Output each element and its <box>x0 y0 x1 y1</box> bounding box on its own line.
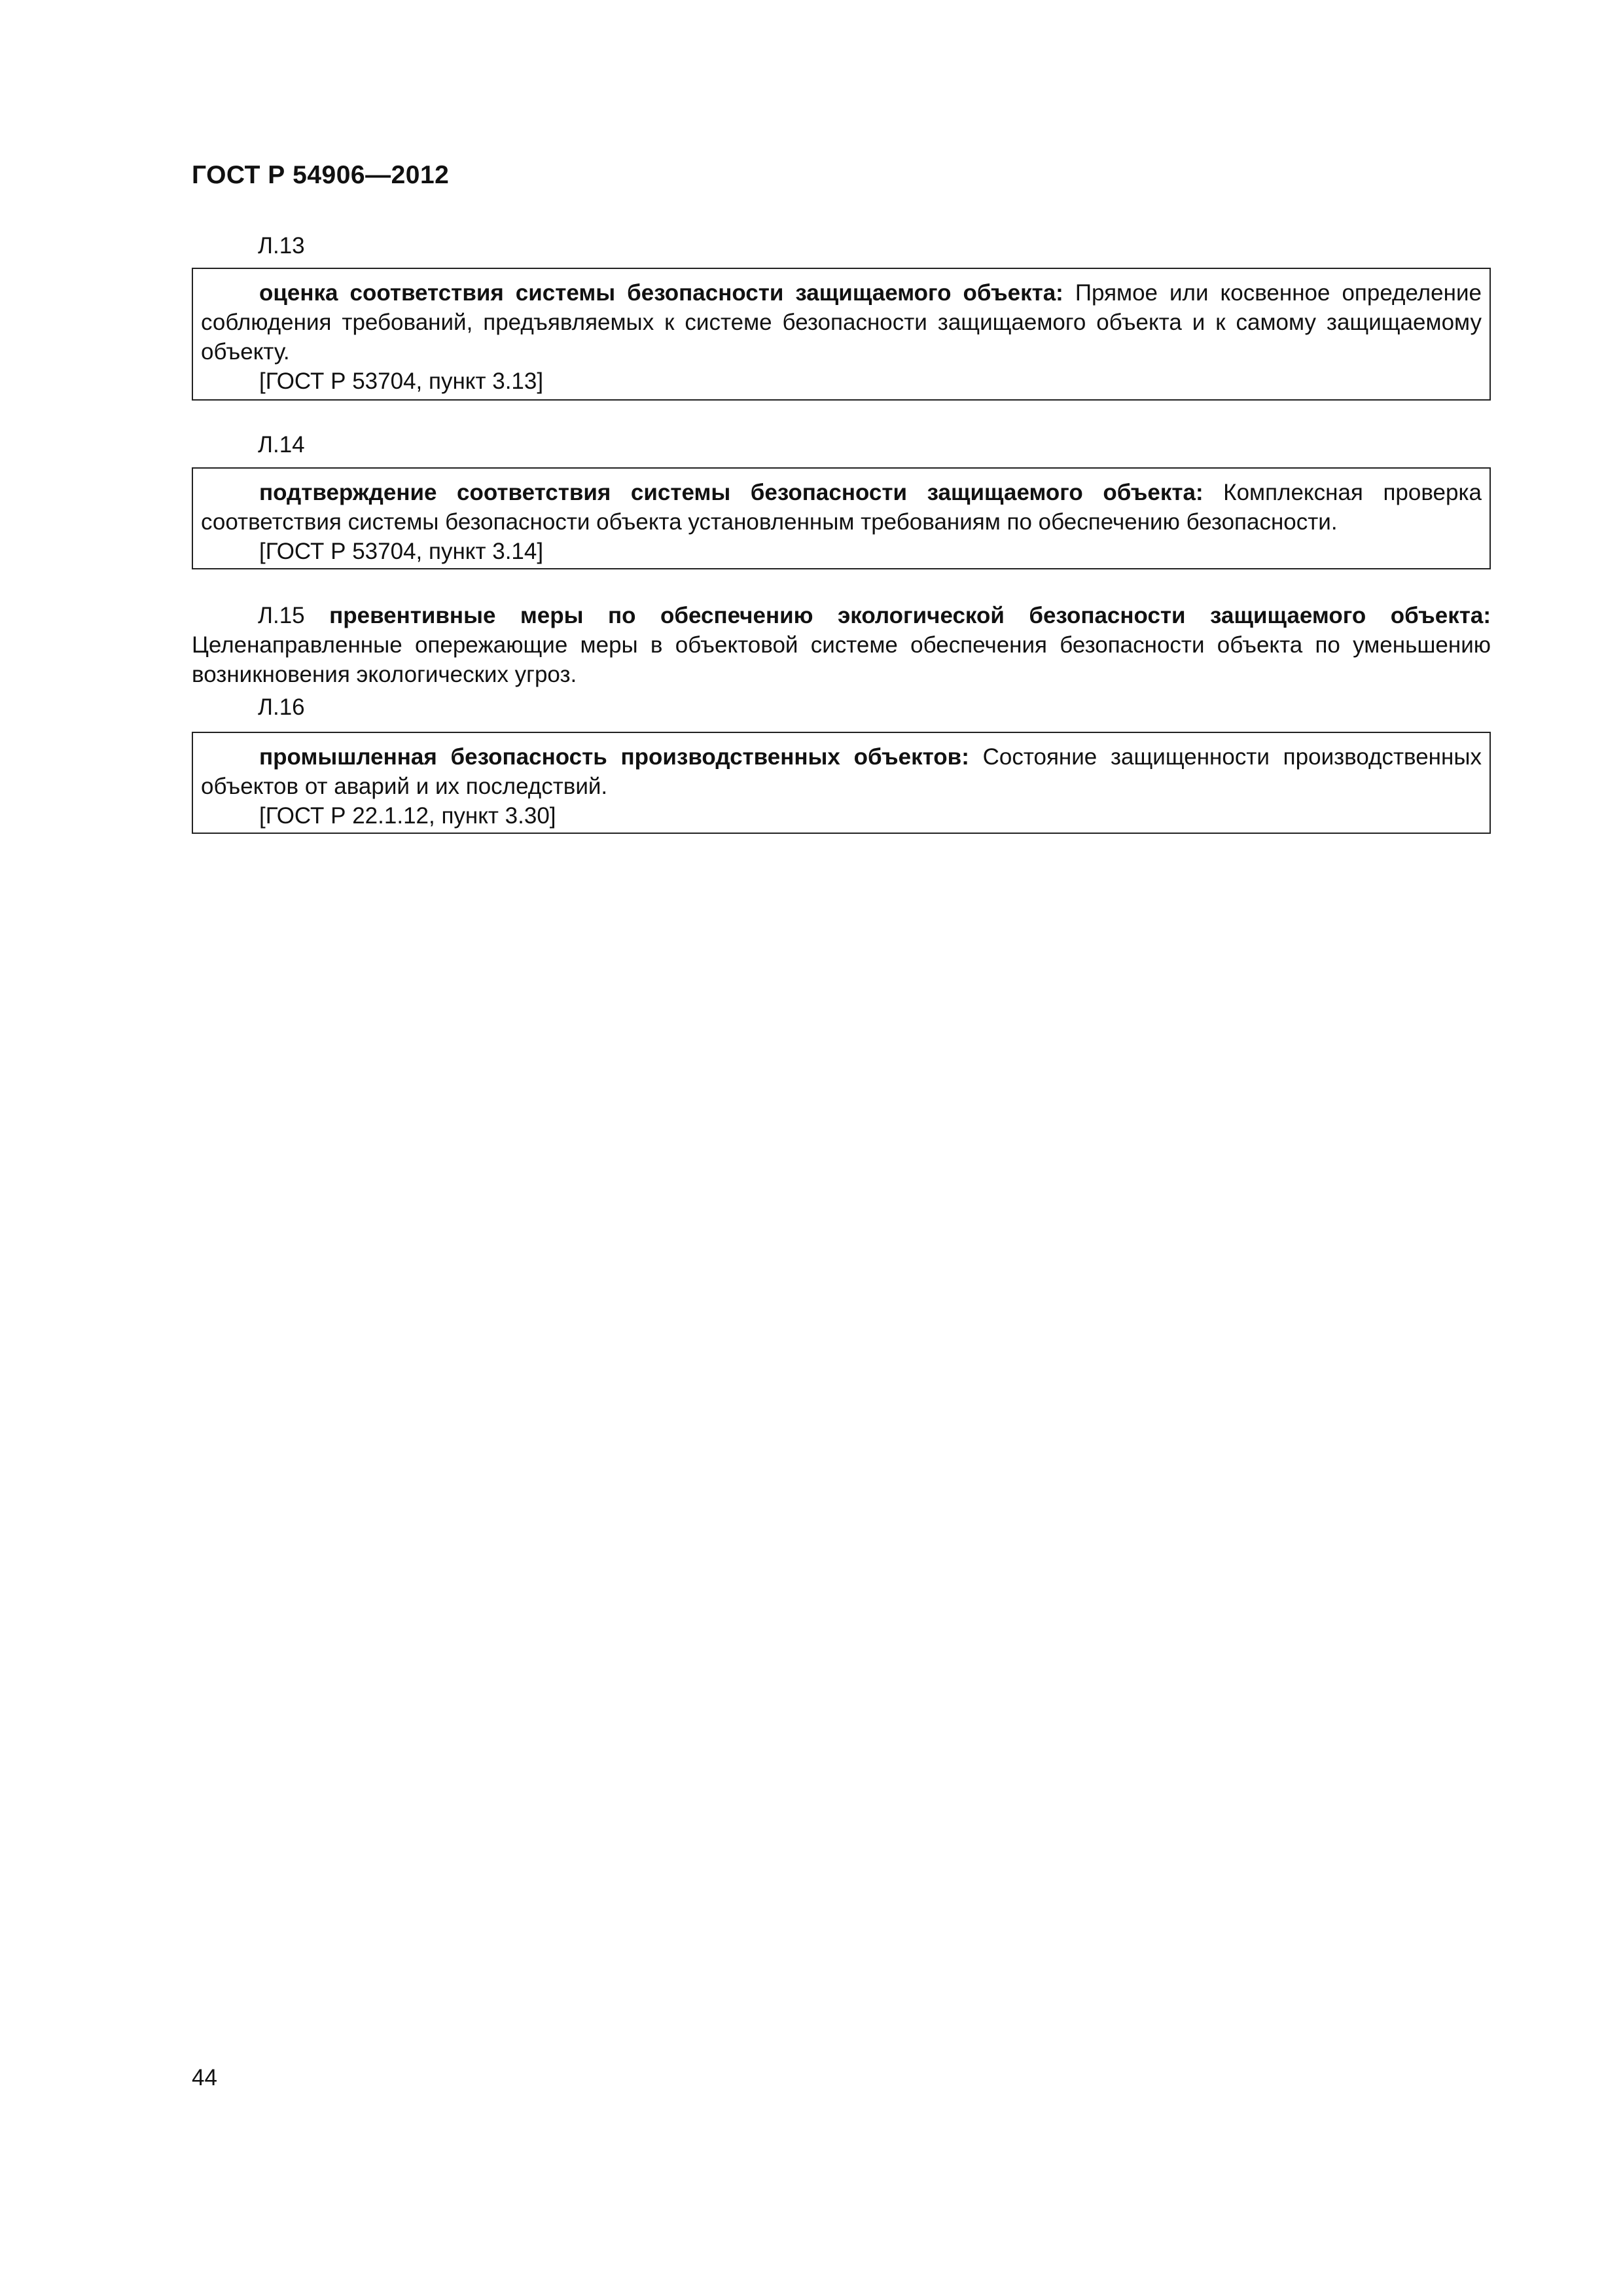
term-title: оценка соответствия системы безопасности защищаемого объекта: <box>259 280 1063 306</box>
term-number: Л.15 <box>258 603 305 628</box>
term-title: превентивные меры по обеспечению экологической безопасности защищаемого объекта: <box>329 603 1491 628</box>
term-text <box>201 478 1482 537</box>
term-box <box>192 732 1491 834</box>
term-text <box>201 278 1482 367</box>
term-title: подтверждение соответствия системы безопасности защищаемого объекта: <box>259 480 1204 505</box>
page-number: 44 <box>192 2065 217 2090</box>
term-box <box>192 467 1491 569</box>
term-title: промышленная безопасность производственных объектов: <box>259 744 969 770</box>
term-reference: [ГОСТ Р 53704, пункт 3.14] <box>259 539 544 564</box>
term-definition: Прямое или косвенное определение соблюдения требований, предъявляемых к системе безопасности защищаемого объекта и к самому защищаемому объекту. <box>201 280 1482 365</box>
term-definition: Комплексная проверка соответствия системы безопасности объекта установленным требованиям по обеспечению безопасности. <box>201 480 1482 535</box>
term-number: Л.14 <box>258 432 305 457</box>
term-number: Л.16 <box>258 694 305 720</box>
term-definition: Состояние защищенности производственных объектов от аварий и их последствий. <box>201 744 1482 799</box>
free-term <box>192 601 1491 689</box>
term-reference: [ГОСТ Р 53704, пункт 3.13] <box>259 368 544 394</box>
document-code-header: ГОСТ Р 54906—2012 <box>192 161 450 189</box>
term-box <box>192 268 1491 401</box>
term-reference: [ГОСТ Р 22.1.12, пункт 3.30] <box>259 803 556 829</box>
term-definition: Целенаправленные опережающие меры в объектовой системе обеспечения безопасности объекта по уменьшению возникновения экологических угроз. <box>192 632 1491 687</box>
term-text <box>201 742 1482 801</box>
term-text <box>192 601 1491 689</box>
term-number: Л.13 <box>258 233 305 259</box>
